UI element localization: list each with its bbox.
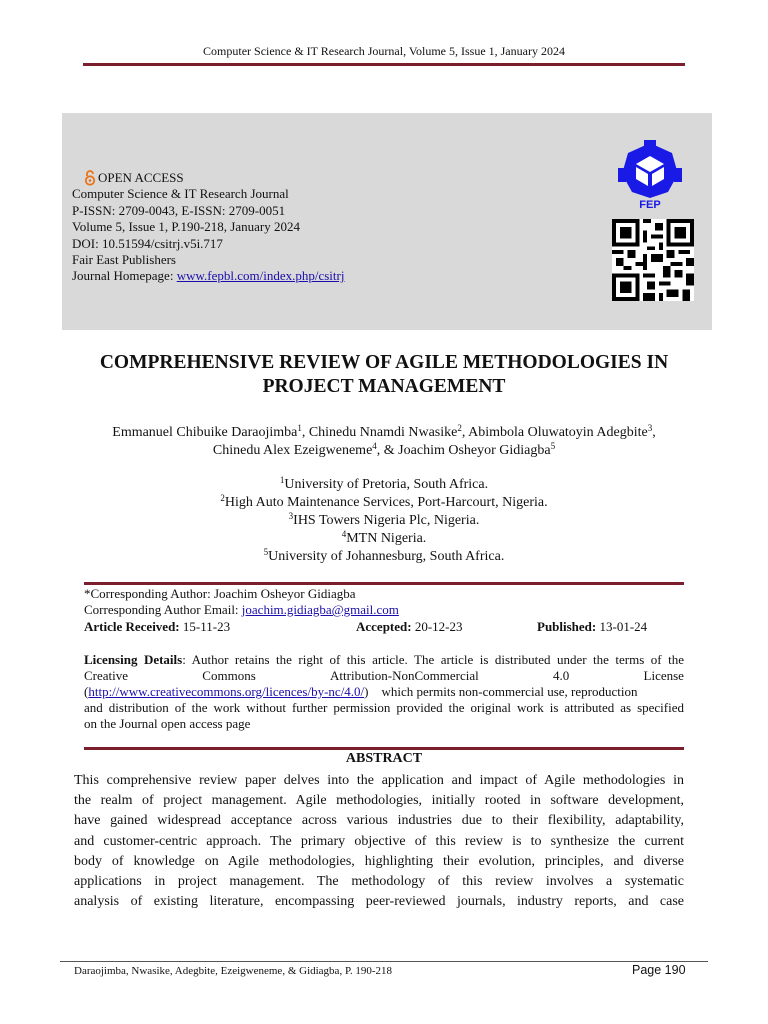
licensing-text: ) which permits non-commercial use, reproduction: [364, 684, 638, 699]
licensing-line: [84, 652, 684, 668]
licensing-word: Creative: [84, 668, 129, 683]
affiliation-text: High Auto Maintenance Services, Port-Harcourt, Nigeria.: [224, 495, 548, 510]
affiliation-sup: 1: [279, 475, 285, 485]
author-sup: 4: [372, 441, 377, 451]
accepted-value: 20-12-23: [414, 619, 463, 634]
journal-publisher: Fair East Publishers: [72, 252, 176, 268]
abstract-line: the realm of project management. Agile methodologies, initially rooted in software development,: [74, 793, 684, 809]
footer-rule: [60, 961, 708, 962]
header-rule: [83, 63, 685, 66]
open-access-row: [72, 170, 344, 186]
abstract-line: and customer-centric approach. The primary objective of this review is to synthesize the current: [74, 833, 684, 849]
title-line: COMPREHENSIVE REVIEW OF AGILE METHODOLOGIES IN: [99, 352, 669, 373]
affiliation-text: University of Pretoria, South Africa.: [284, 477, 489, 492]
affiliation-sup: 5: [263, 547, 269, 557]
paper-title: [60, 351, 708, 399]
author-name: , Chinedu Nnamdi Nwasike: [301, 425, 458, 440]
received-label: Article Received:: [84, 619, 180, 634]
licensing-label: Licensing Details: [84, 652, 183, 667]
open-access-icon: [84, 170, 96, 186]
affiliation-sup: 3: [288, 511, 294, 521]
affiliation: [60, 530, 708, 548]
journal-info: [72, 170, 344, 285]
author-sup: 5: [550, 441, 556, 451]
licensing-line: and distribution of the work without further permission provided the original work is attributed as specified: [84, 700, 684, 715]
email-label: Corresponding Author Email:: [84, 602, 242, 617]
fep-logo-text: FEP: [639, 199, 661, 210]
correspondence: [84, 586, 684, 618]
affiliation: [60, 494, 708, 512]
abstract-line: applications in project management. The methodology of this review involves a systematic: [74, 874, 684, 890]
author-sup: 1: [297, 423, 302, 433]
affiliation-text: University of Johannesburg, South Africa.: [268, 549, 505, 564]
fep-logo: [612, 140, 688, 210]
title-line: PROJECT MANAGEMENT: [262, 376, 506, 397]
homepage-label: Journal Homepage:: [72, 268, 177, 284]
published-date: [537, 619, 647, 635]
license-link[interactable]: http://www.creativecommons.org/licences/by-nc/4.0/: [88, 684, 365, 699]
abstract-line: analysis of existing literature, encompassing peer-reviewed journals, industry reports, and case: [74, 894, 684, 910]
affiliation-sup: 2: [220, 493, 225, 503]
affiliation: [60, 476, 708, 494]
affiliation: [60, 512, 708, 530]
journal-issn: P-ISSN: 2709-0043, E-ISSN: 2709-0051: [72, 202, 286, 218]
author-name: Chinedu Alex Ezeigweneme: [212, 443, 373, 458]
homepage-link[interactable]: www.fepbl.com/index.php/csitrj: [176, 268, 345, 284]
qr-code: [612, 217, 694, 303]
author-line: [60, 424, 708, 442]
licensing-word: Commons: [202, 668, 256, 683]
corresponding-author: *Corresponding Author: Joachim Osheyor Gidiagba: [84, 586, 356, 601]
abstract-line: have gained widespread acceptance across various industries due to their flexibility, adaptability,: [74, 813, 684, 829]
author-name: Emmanuel Chibuike Daraojimba: [112, 425, 298, 440]
licensing-word: License: [643, 668, 684, 683]
author-name: , & Joachim Osheyor Gidiagba: [376, 443, 551, 458]
affiliation-text: IHS Towers Nigeria Plc, Nigeria.: [293, 513, 480, 528]
received-date: [84, 619, 230, 635]
accepted-label: Accepted:: [356, 619, 412, 634]
licensing-line: [84, 684, 684, 700]
licensing-line: on the Journal open access page: [84, 716, 251, 731]
author-name: , Abimbola Oluwatoyin Adegbite: [461, 425, 648, 440]
abstract-body: [74, 771, 684, 912]
accepted-date: [356, 619, 463, 635]
abstract-line: This comprehensive review paper delves into the application and impact of Agile methodologies in: [74, 773, 684, 788]
licensing-word: Attribution-NonCommercial: [330, 668, 479, 683]
corresponding-email: [84, 602, 684, 618]
licensing-word: 4.0: [553, 668, 570, 683]
author-separator: ,: [652, 425, 656, 440]
author-list: [60, 424, 708, 460]
received-value: 15-11-23: [182, 619, 231, 634]
email-link[interactable]: joachim.gidiagba@gmail.com: [241, 602, 399, 617]
running-head: Computer Science & IT Research Journal, Volume 5, Issue 1, January 2024: [203, 44, 565, 58]
abstract-heading: ABSTRACT: [345, 751, 423, 766]
author-sup: 2: [457, 423, 462, 433]
journal-volume: Volume 5, Issue 1, P.190-218, January 2024: [72, 219, 300, 235]
published-label: Published:: [537, 619, 597, 634]
journal-name: Computer Science & IT Research Journal: [72, 186, 289, 202]
journal-doi: DOI: 10.51594/csitrj.v5i.717: [72, 235, 223, 251]
affiliation-sup: 4: [341, 529, 347, 539]
licensing-paren: (: [84, 684, 89, 699]
footer-authors: Daraojimba, Nwasike, Adegbite, Ezeigweneme, & Gidiagba, P. 190-218: [74, 965, 393, 977]
licensing-line: [84, 668, 684, 684]
author-line: [60, 442, 708, 460]
journal-homepage: [72, 268, 344, 284]
affiliation-list: [60, 476, 708, 566]
affiliation: [60, 548, 708, 566]
article-dates: [84, 619, 684, 635]
section-rule: [84, 582, 684, 585]
page-number: Page 190: [632, 963, 686, 977]
licensing-text: : Author retains the right of this article. The article is distributed under the terms of the: [182, 652, 684, 667]
licensing-details: [84, 652, 684, 732]
abstract-line: body of knowledge on Agile methodologies, highlighting their evolution, principles, and diverse: [74, 853, 684, 869]
open-access-label: OPEN ACCESS: [98, 170, 184, 185]
affiliation-text: MTN Nigeria.: [346, 531, 427, 546]
published-value: 13-01-24: [599, 619, 648, 634]
author-sup: 3: [647, 423, 653, 433]
section-rule: [84, 747, 684, 750]
